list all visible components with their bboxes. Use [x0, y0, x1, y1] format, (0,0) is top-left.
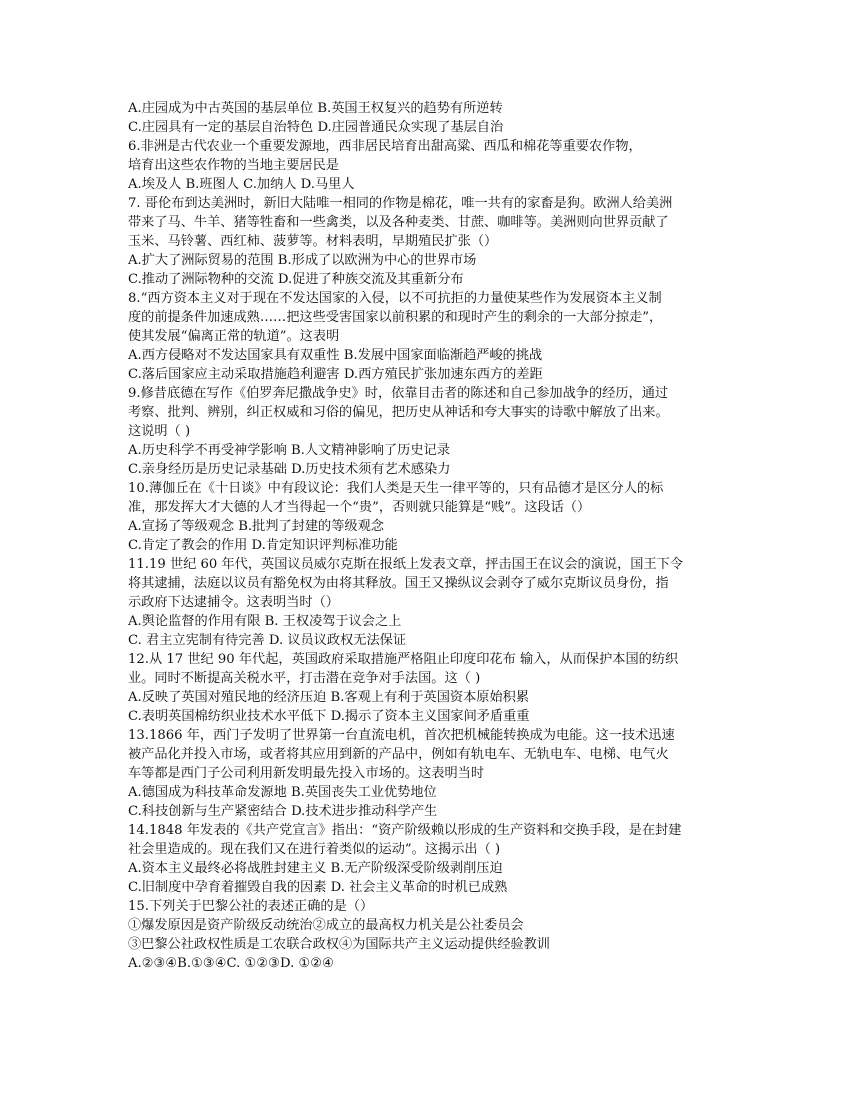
text-line: 社会里造成的。现在我们又在进行着类似的运动”。这揭示出（ ) — [128, 842, 501, 857]
text-line: A.德国成为科技革命发源地 B.英国丧失工业优势地位 — [128, 785, 437, 800]
text-line: 8.“西方资本主义对于现在不发达国家的入侵，以不可抗拒的力量使某些作为发展资本主义制 — [128, 291, 662, 306]
text-line: C.推动了洲际物种的交流 D.促进了种族交流及其重新分布 — [128, 272, 464, 287]
text-line: A.埃及人 B.班图人 C.加纳人 D.马里人 — [128, 177, 355, 192]
text-line: 业。同时不断提高关税水平，打击潜在竞争对手法国。这（ ) — [128, 671, 481, 686]
text-line: A.②③④B.①③④C. ①②③D. ①②④ — [128, 956, 334, 971]
text-line: 14.1848 年发表的《共产党宣言》指出：“资产阶级赖以形成的生产资料和交换手段，是在封建 — [128, 823, 682, 838]
exam-text-body — [128, 99, 732, 973]
text-line: ③巴黎公社政权性质是工农联合政权④为国际共产主义运动提供经验教训 — [128, 937, 550, 952]
text-line: 车等都是西门子公司利用新发明最先投入市场的。这表明当时 — [128, 766, 485, 781]
text-line: 这说明（ ) — [128, 424, 191, 439]
text-line: 使其发展“偏离正常的轨道”。这表明 — [128, 329, 340, 344]
text-line: A.资本主义最终必将战胜封建主义 B.无产阶级深受阶级剥削压迫 — [128, 861, 503, 876]
text-line: A.舆论监督的作用有限 B. 王权凌驾于议会之上 — [128, 614, 402, 629]
text-line: C.庄园具有一定的基层自治特色 D.庄园普通民众实现了基层自治 — [128, 120, 504, 135]
text-line: ①爆发原因是资产阶级反动统治②成立的最高权力机关是公社委员会 — [128, 918, 524, 933]
text-line: C.科技创新与生产紧密结合 D.技术进步推动科学产生 — [128, 804, 438, 819]
text-line: A.反映了英国对殖民地的经济压迫 B.客观上有利于英国资本原始积累 — [128, 690, 530, 705]
text-line: A.历史科学不再受神学影响 B.人文精神影响了历史记录 — [128, 443, 450, 458]
text-line: 度的前提条件加速成熟……把这些受害国家以前积累的和现时产生的剩余的一大部分掠走”， — [128, 310, 663, 325]
text-line: A.宣扬了等级观念 B.批判了封建的等级观念 — [128, 519, 384, 534]
text-line: 示政府下达逮捕令。这表明当时（） — [128, 595, 339, 610]
text-line: 11.19 世纪 60 年代，英国议员威尔克斯在报纸上发表文章，抨击国王在议会的演说，国王下令 — [128, 557, 684, 572]
text-line: A.庄园成为中古英国的基层单位 B.英国王权复兴的趋势有所逆转 — [128, 101, 503, 116]
text-line: 考察、批判、辨别，纠正权威和习俗的偏见，把历史从神话和夸大事实的诗歌中解放了出来。 — [128, 405, 669, 420]
text-line: 6.非洲是古代农业一个重要发源地，西非居民培育出甜高粱、西瓜和棉花等重要农作物， — [128, 139, 642, 154]
text-line: C.旧制度中孕育着摧毁自我的因素 D. 社会主义革命的时机已成熟 — [128, 880, 508, 895]
text-line: 培育出这些农作物的当地主要居民是 — [128, 158, 339, 173]
text-line: 玉米、马铃薯、西红柿、菠萝等。材料表明，早期殖民扩张（） — [128, 234, 498, 249]
text-line: A.西方侵略对不发达国家具有双重性 B.发展中国家面临渐趋严峻的挑战 — [128, 348, 543, 363]
text-line: 将其逮捕，法庭以议员有豁免权为由将其释放。国王又操纵议会剥夺了威尔克斯议员身份，指 — [128, 576, 669, 591]
text-line: 准，那发挥大才大德的人才当得起一个“贵”，否则就只能算是“贱”。这段话（） — [128, 500, 591, 515]
text-line: 7. 哥伦布到达美洲时，新旧大陆唯一相同的作物是棉花，唯一共有的家畜是狗。欧洲人给美洲 — [128, 196, 673, 211]
text-line: C.落后国家应主动采取措施趋利避害 D.西方殖民扩张加速东西方的差距 — [128, 367, 543, 382]
text-line: C.表明英国棉纺织业技术水平低下 D.揭示了资本主义国家间矛盾重重 — [128, 709, 530, 724]
text-line: A.扩大了洲际贸易的范围 B.形成了以欧洲为中心的世界市场 — [128, 253, 477, 268]
text-line: 9.修昔底德在写作《伯罗奔尼撒战争史》时，依靠目击者的陈述和自己参加战争的经历，通过 — [128, 386, 669, 401]
text-line: 被产品化并投入市场，或者将其应用到新的产品中，例如有轨电车、无轨电车、电梯、电气火 — [128, 747, 669, 762]
text-line: 10.薄伽丘在《十日谈》中有段议论：我们人类是天生一律平等的，只有品德才是区分人的标 — [128, 481, 664, 496]
text-line: 带来了马、牛羊、猪等牲畜和一些禽类，以及各种麦类、甘蔗、咖啡等。美洲则向世界贡献了 — [128, 215, 669, 230]
text-line: 12.从 17 世纪 90 年代起，英国政府采取措施严格阻止印度印花布 输入，从而保护本国的纺织 — [128, 652, 679, 667]
text-line: 15.下列关于巴黎公社的表述正确的是（） — [128, 899, 374, 914]
text-line: C. 君主立宪制有待完善 D. 议员议政权无法保证 — [128, 633, 407, 648]
text-line: C.亲身经历是历史记录基础 D.历史技术须有艺术感染力 — [128, 462, 451, 477]
text-line: C.肯定了教会的作用 D.肯定知识评判标准功能 — [128, 538, 398, 553]
text-line: 13.1866 年，西门子发明了世界第一台直流电机，首次把机械能转换成为电能。这一技术迅速 — [128, 728, 675, 743]
